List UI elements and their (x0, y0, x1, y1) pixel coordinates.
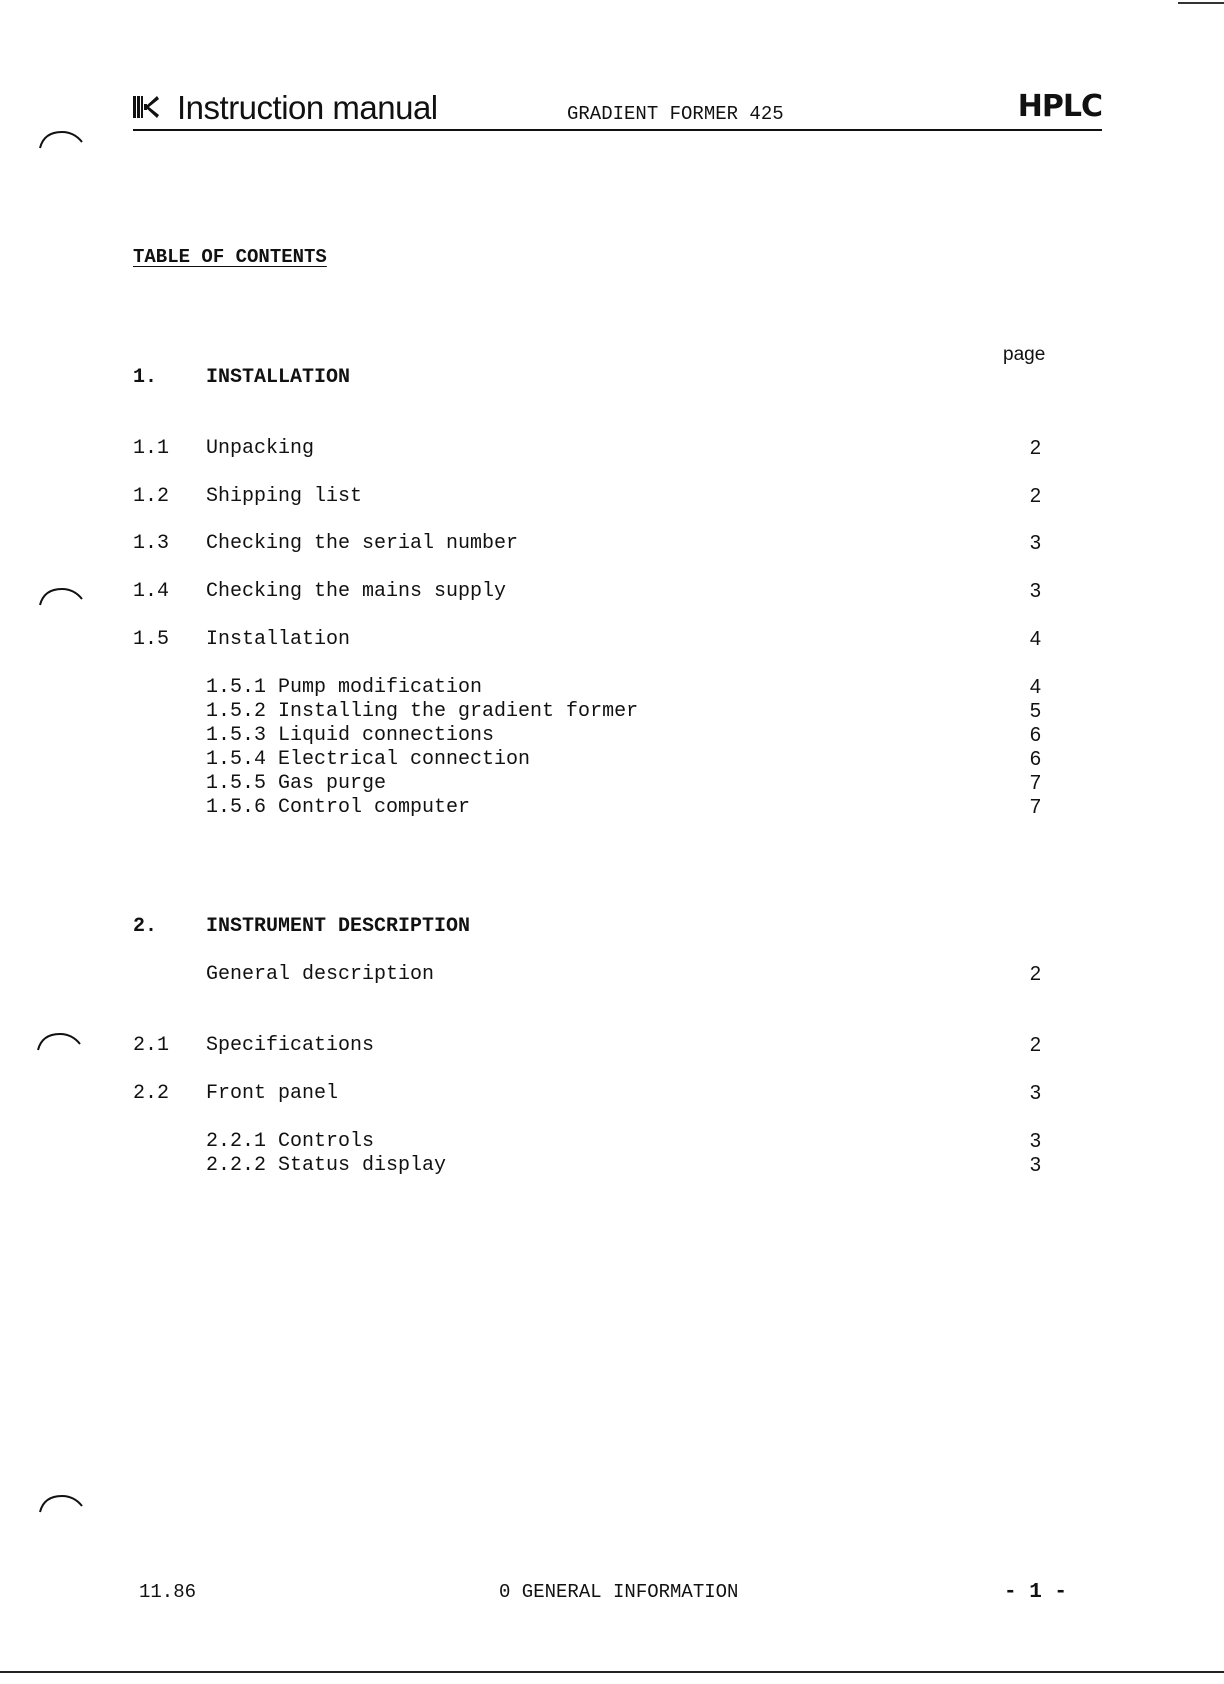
toc-page-number: 2 (1029, 437, 1041, 459)
knauer-logo-icon (133, 96, 159, 118)
toc-entry-title: Front panel (206, 1082, 339, 1105)
toc-subentry-title: 1.5.2 Installing the gradient former (206, 700, 639, 723)
toc-number: 2.2 (133, 1082, 170, 1105)
toc-page-number: 7 (1029, 796, 1041, 818)
page-column-label: page (1003, 344, 1046, 365)
toc-page-number: 4 (1029, 676, 1041, 698)
brand-label: HPLC (1017, 89, 1102, 124)
toc-number: 1.5 (133, 628, 170, 651)
binder-hole-mark (38, 585, 86, 607)
toc-subentry-title: 2.2.2 Status display (206, 1154, 447, 1177)
toc-page-number: 7 (1029, 772, 1041, 794)
toc-entry-title: Specifications (206, 1034, 375, 1057)
binder-hole-mark (38, 1492, 86, 1514)
toc-number: 1.4 (133, 580, 170, 603)
manual-title: Instruction manual (177, 89, 438, 126)
product-name: GRADIENT FORMER 425 (567, 103, 784, 125)
toc-page-number: 2 (1029, 1034, 1041, 1056)
scan-edge-line (0, 1671, 1224, 1673)
toc-title: TABLE OF CONTENTS (133, 246, 327, 268)
scan-corner-mark (1178, 2, 1224, 4)
toc-page-number: 3 (1029, 532, 1041, 554)
toc-subentry-title: 1.5.1 Pump modification (206, 676, 483, 699)
footer-date: 11.86 (139, 1581, 197, 1603)
toc-page-number: 3 (1029, 1130, 1041, 1152)
toc-section-title: INSTALLATION (206, 366, 351, 389)
toc-subentry-title: 1.5.5 Gas purge (206, 772, 387, 795)
binder-hole-mark (36, 1030, 84, 1052)
toc-entry-title: Checking the serial number (206, 532, 519, 555)
toc-page-number: 4 (1029, 628, 1041, 650)
toc-page-number: 3 (1029, 580, 1041, 602)
toc-number: 1. (133, 366, 158, 389)
toc-page-number: 5 (1029, 700, 1041, 722)
toc-page-number: 6 (1029, 724, 1041, 746)
toc-entry-title: Unpacking (206, 437, 315, 460)
toc-subentry-title: 2.2.1 Controls (206, 1130, 375, 1153)
toc-number: 2.1 (133, 1034, 170, 1057)
toc-entry-title: General description (206, 963, 435, 986)
toc-entry-title: Installation (206, 628, 351, 651)
binder-hole-mark (38, 128, 86, 150)
toc-subentry-title: 1.5.6 Control computer (206, 796, 471, 819)
toc-page-number: 6 (1029, 748, 1041, 770)
toc-page-number: 2 (1029, 963, 1041, 985)
toc-subentry-title: 1.5.3 Liquid connections (206, 724, 495, 747)
toc-number: 1.1 (133, 437, 170, 460)
toc-number: 1.2 (133, 485, 170, 508)
toc-number: 2. (133, 915, 158, 938)
header-rule (133, 129, 1102, 131)
footer-page-number: - 1 - (1003, 1581, 1067, 1604)
toc-entry-title: Shipping list (206, 485, 363, 508)
toc-number: 1.3 (133, 532, 170, 555)
footer-section: 0 GENERAL INFORMATION (499, 1581, 739, 1603)
toc-section-title: INSTRUMENT DESCRIPTION (206, 915, 471, 938)
toc-subentry-title: 1.5.4 Electrical connection (206, 748, 531, 771)
toc-page-number: 3 (1029, 1154, 1041, 1176)
toc-page-number: 3 (1029, 1082, 1041, 1104)
toc-page-number: 2 (1029, 485, 1041, 507)
toc-entry-title: Checking the mains supply (206, 580, 507, 603)
